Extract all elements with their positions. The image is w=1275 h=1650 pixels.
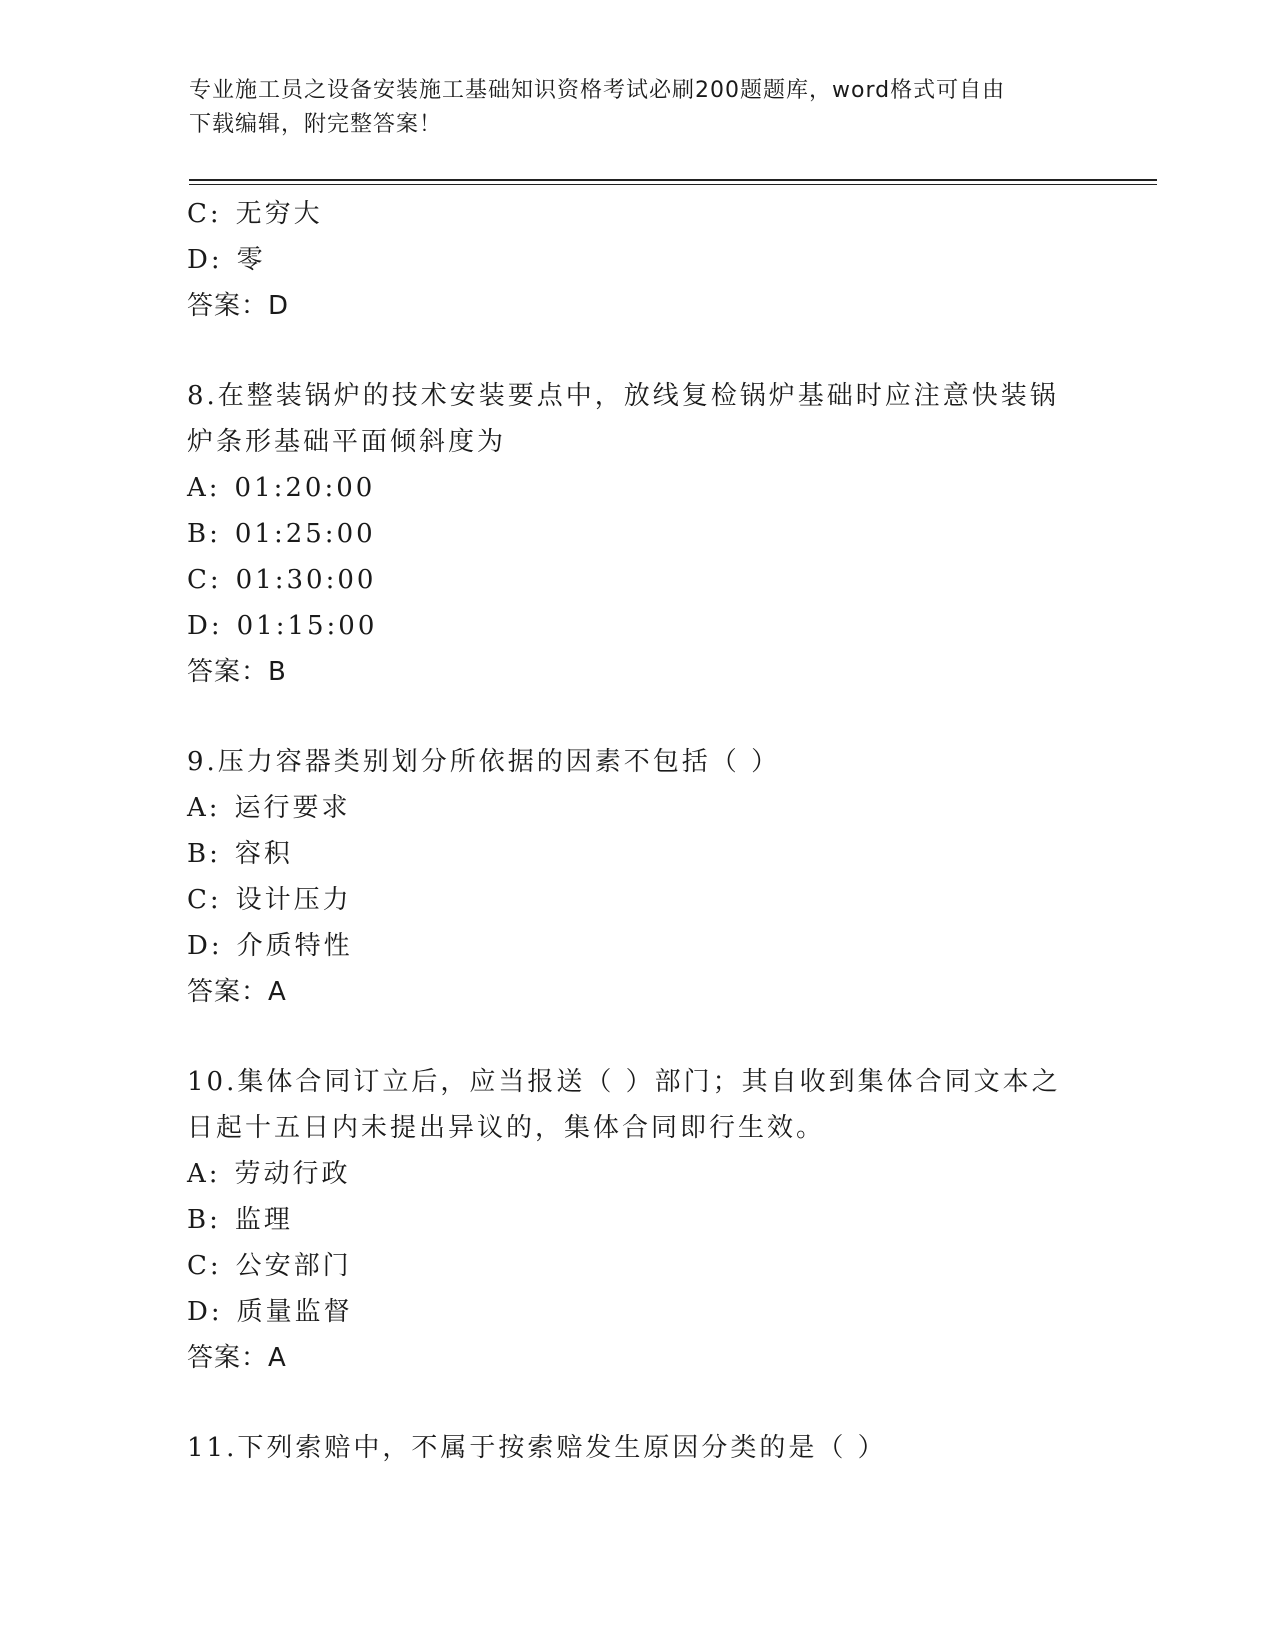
- document-header: [189, 74, 1089, 142]
- option-d: D: 零: [187, 245, 266, 275]
- option-c: C: 01:30:00: [187, 565, 377, 595]
- option-c: C: 公安部门: [187, 1251, 352, 1281]
- option-a: A: 运行要求: [187, 793, 351, 823]
- answer-line: 答案：A: [187, 977, 287, 1007]
- question-text: 11.下列索赔中，不属于按索赔发生原因分类的是（ ）: [187, 1433, 887, 1463]
- option-b: B: 监理: [187, 1205, 293, 1235]
- question-text: 10.集体合同订立后，应当报送（ ）部门；其自收到集体合同文本之: [187, 1067, 1061, 1097]
- question-text: 日起十五日内未提出异议的，集体合同即行生效。: [187, 1113, 826, 1143]
- answer-line: 答案：B: [187, 657, 287, 687]
- question-block-8: [187, 373, 1087, 695]
- option-d: D: 质量监督: [187, 1297, 353, 1327]
- answer-line: 答案：D: [187, 291, 290, 321]
- question-text: 炉条形基础平面倾斜度为: [187, 427, 507, 457]
- option-c: C: 无穷大: [187, 199, 323, 229]
- option-c: C: 设计压力: [187, 885, 352, 915]
- option-b: B: 容积: [187, 839, 293, 869]
- option-a: A: 劳动行政: [187, 1159, 351, 1189]
- question-block-10: [187, 1059, 1087, 1381]
- option-d: D: 介质特性: [187, 931, 353, 961]
- header-rule-thick: [189, 179, 1157, 181]
- header-line-1: 专业施工员之设备安装施工基础知识资格考试必刷200题题库，word格式可自由: [189, 78, 1006, 103]
- question-block-9: [187, 739, 1087, 1015]
- question-list: [187, 191, 1087, 1471]
- option-b: B: 01:25:00: [187, 519, 376, 549]
- header-rule-thin: [189, 184, 1157, 185]
- question-text: 8.在整装锅炉的技术安装要点中，放线复检锅炉基础时应注意快装锅: [187, 381, 1059, 411]
- question-block-continued: [187, 191, 1087, 329]
- question-block-11: [187, 1425, 1087, 1471]
- option-d: D: 01:15:00: [187, 611, 378, 641]
- answer-line: 答案：A: [187, 1343, 287, 1373]
- question-text: 9.压力容器类别划分所依据的因素不包括（ ）: [187, 747, 781, 777]
- option-a: A: 01:20:00: [187, 473, 376, 503]
- header-line-2: 下载编辑，附完整答案！: [189, 112, 443, 137]
